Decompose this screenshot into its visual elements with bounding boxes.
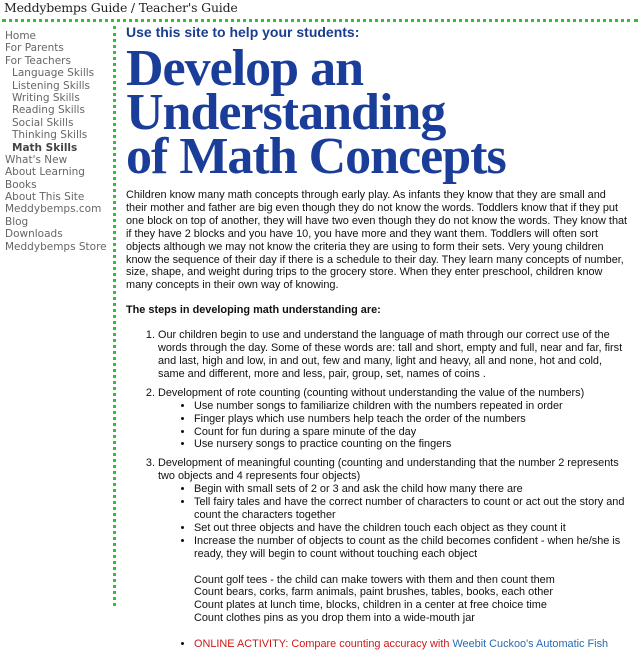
list-item: • Increase the number of objects to count as the child becomes confident - when he/she is ready, they will begin to count without touching each object (194, 535, 629, 561)
list-item: • Count for fun during a spare minute of the day (194, 426, 629, 439)
sidebar-item-thinking-skills[interactable]: Thinking Skills (12, 129, 88, 142)
step-3 (158, 457, 629, 651)
sidebar-item-math-skills[interactable]: Math Skills (12, 141, 78, 154)
sidebar-item-about-learning[interactable]: About Learning (5, 166, 85, 179)
counting-examples (158, 574, 629, 626)
list-item: • Finger plays which use numbers help teach the order of the numbers (194, 413, 629, 426)
example-line: Count golf tees - the child can make towers with them and then count them (194, 573, 555, 586)
header-divider (2, 19, 638, 22)
title-line-1: Develop an Understanding (126, 40, 446, 141)
list-item: • Use number songs to familiarize children with the numbers repeated in order (194, 400, 629, 413)
online-activity-link[interactable]: Weebit Cuckoo's Automatic Fish (452, 638, 609, 651)
list-item: • Set out three objects and have the children touch each object as they count it (194, 522, 629, 535)
page-title (126, 40, 629, 185)
online-activity (194, 638, 629, 651)
sidebar-nav (5, 30, 107, 253)
sidebar-item-books[interactable]: Books (5, 178, 37, 191)
steps-heading: The steps in developing math understanding are: (126, 304, 381, 317)
list-item: • Begin with small sets of 2 or 3 and ask the child how many there are (194, 483, 629, 496)
example-line: Count clothes pins as you drop them into a wide-mouth jar (194, 612, 475, 625)
sidebar-item-meddybemps-com[interactable]: Meddybemps.com (5, 203, 102, 216)
site-header-title: Meddybemps Guide / Teacher's Guide (4, 0, 238, 15)
example-line: Count bears, corks, farm animals, paint brushes, tables, books, each other (194, 586, 553, 599)
sidebar-item-home[interactable]: Home (5, 30, 37, 42)
step-3-text: Development of meaningful counting (counting and understanding that the number 2 represents two objects and 4 represents four objects) (158, 457, 619, 483)
step-2 (158, 387, 629, 452)
steps-list (126, 329, 629, 651)
sidebar-item-language-skills[interactable]: Language Skills (12, 67, 95, 80)
list-item: • Tell fairy tales and have the correct number of characters to count or act out the story and count the characters together (194, 496, 629, 522)
sidebar-item-listening-skills[interactable]: Listening Skills (12, 79, 91, 92)
sidebar-item-store[interactable]: Meddybemps Store (5, 240, 107, 253)
page-subtitle: Use this site to help your students: (126, 24, 360, 40)
sidebar-item-downloads[interactable]: Downloads (5, 228, 63, 241)
list-item: • Use nursery songs to practice counting on the fingers (194, 438, 629, 451)
sidebar-item-about-this-site[interactable]: About This Site (5, 191, 85, 204)
sidebar-item-social-skills[interactable]: Social Skills (12, 116, 74, 129)
online-activity-label: ONLINE ACTIVITY: Compare counting accuracy with (194, 638, 453, 651)
main-content (126, 24, 629, 657)
sidebar-item-for-teachers[interactable]: For Teachers (5, 54, 71, 67)
sidebar-item-for-parents[interactable]: For Parents (5, 42, 64, 55)
title-line-2: of Math Concepts (126, 128, 506, 185)
sidebar-item-blog[interactable]: Blog (5, 215, 29, 228)
sidebar-item-writing-skills[interactable]: Writing Skills (12, 91, 80, 104)
step-2-text: Development of rote counting (counting without understanding the value of the numbers) (158, 386, 585, 399)
step-1: 1. Our children begin to use and understand the language of math through our correct use of the words through the day. Some of these words are: tall and short, empty and full, near and far, first and last, high and low, in and out, few and many, light and heavy, all and none, hot and cold, same and different, more and less, pair, group, set, names of coins . (158, 329, 629, 381)
sidebar-divider (113, 26, 116, 606)
example-line: Count plates at lunch time, blocks, children in a center at free choice time (194, 599, 547, 612)
intro-paragraph: Children know many math concepts through early play. As infants they know that they are small and their mother and father are big even though they do not know the words. Toddlers know that if they put one block on top of another, they will have two even though they do not know the words. They know that if they have 2 blocks and you have 10, you have more and they want them. Toddlers will often sort objects although we may not know the criteria they are using to form their sets. Very young children know the sequence of their day if there is a schedule to their day. They learn many concepts of number, size, shape, and weight during trips to the grocery store. When they enter preschool, children know many concepts in their own way of knowing. (126, 189, 628, 292)
sidebar-item-reading-skills[interactable]: Reading Skills (12, 104, 85, 117)
sidebar-item-whats-new[interactable]: What's New (5, 153, 68, 166)
